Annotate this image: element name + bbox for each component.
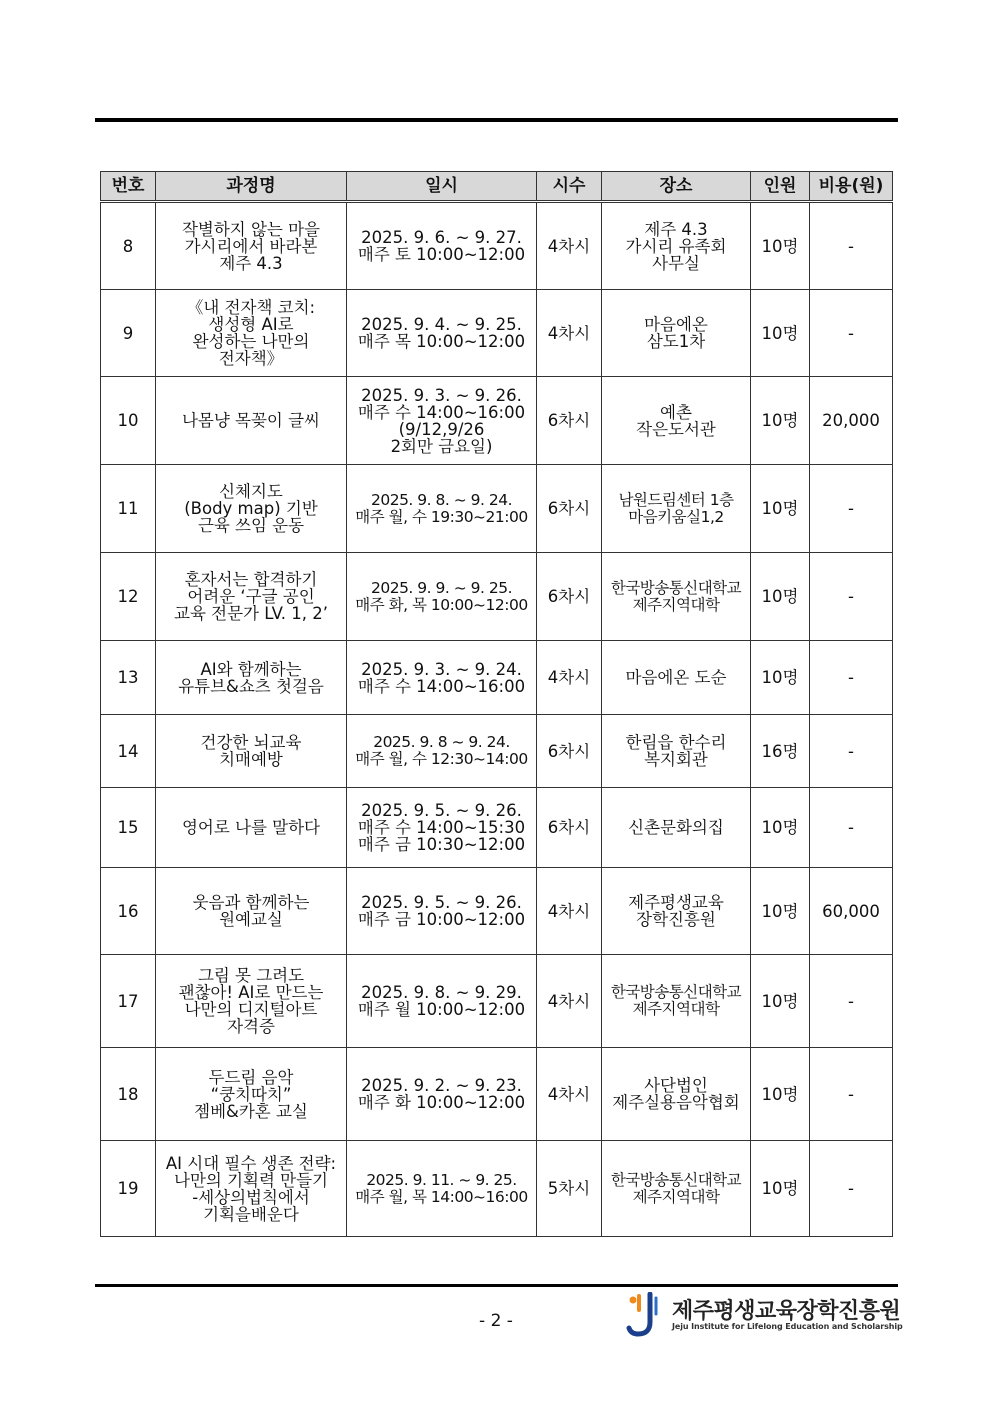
cell-location: 예촌 작은도서관 — [602, 377, 751, 465]
cell-cost: - — [810, 465, 893, 553]
cell-location: 한국방송통신대학교 제주지역대학 — [602, 1141, 751, 1237]
cell-cost: - — [810, 788, 893, 868]
cell-number: 19 — [101, 1141, 156, 1237]
cell-capacity: 10명 — [751, 868, 810, 955]
cell-sessions: 4차시 — [537, 868, 602, 955]
logo-subtitle: Jeju Institute for Lifelong Education and Scholarship — [672, 1322, 903, 1331]
cell-course-name: AI와 함께하는 유튜브&쇼츠 첫걸음 — [156, 641, 347, 715]
cell-datetime: 2025. 9. 8 ~ 9. 24. 매주 월, 수 12:30~14:00 — [347, 715, 537, 788]
cell-location: 신촌문화의집 — [602, 788, 751, 868]
cell-datetime: 2025. 9. 4. ~ 9. 25. 매주 목 10:00~12:00 — [347, 290, 537, 377]
table-row — [101, 1141, 893, 1237]
cell-cost: - — [810, 955, 893, 1048]
cell-number: 13 — [101, 641, 156, 715]
cell-sessions: 6차시 — [537, 715, 602, 788]
cell-course-name: 혼자서는 합격하기 어려운 ‘구글 공인 교육 전문가 LV. 1, 2’ — [156, 553, 347, 641]
cell-number: 12 — [101, 553, 156, 641]
cell-capacity: 10명 — [751, 641, 810, 715]
cell-number: 9 — [101, 290, 156, 377]
cell-sessions: 6차시 — [537, 377, 602, 465]
cell-course-name: 신체지도 (Body map) 기반 근육 쓰임 운동 — [156, 465, 347, 553]
table-row — [101, 868, 893, 955]
cell-number: 8 — [101, 202, 156, 290]
cell-capacity: 10명 — [751, 290, 810, 377]
header-number: 번호 — [101, 172, 156, 202]
cell-datetime: 2025. 9. 5. ~ 9. 26. 매주 수 14:00~15:30 매주 금 10:30~12:00 — [347, 788, 537, 868]
page-number: - 2 - — [479, 1311, 513, 1331]
cell-course-name: 건강한 뇌교육 치매예방 — [156, 715, 347, 788]
cell-number: 15 — [101, 788, 156, 868]
cell-capacity: 16명 — [751, 715, 810, 788]
header-capacity: 인원 — [751, 172, 810, 202]
header-cost: 비용(원) — [810, 172, 893, 202]
table-header-row — [101, 172, 893, 202]
course-schedule-table — [100, 171, 893, 1237]
cell-cost: - — [810, 1141, 893, 1237]
cell-location: 제주 4.3 가시리 유족회 사무실 — [602, 202, 751, 290]
cell-location: 한림읍 한수리 복지회관 — [602, 715, 751, 788]
table-row — [101, 553, 893, 641]
cell-capacity: 10명 — [751, 202, 810, 290]
cell-capacity: 10명 — [751, 955, 810, 1048]
cell-sessions: 4차시 — [537, 202, 602, 290]
cell-datetime: 2025. 9. 8. ~ 9. 24. 매주 월, 수 19:30~21:00 — [347, 465, 537, 553]
cell-number: 10 — [101, 377, 156, 465]
cell-location: 한국방송통신대학교 제주지역대학 — [602, 955, 751, 1048]
cell-capacity: 10명 — [751, 465, 810, 553]
table-row — [101, 955, 893, 1048]
cell-course-name: 나몸냥 목꽂이 글씨 — [156, 377, 347, 465]
cell-number: 18 — [101, 1048, 156, 1141]
cell-location: 사단법인 제주실용음악협회 — [602, 1048, 751, 1141]
table-row — [101, 641, 893, 715]
cell-number: 14 — [101, 715, 156, 788]
cell-course-name: AI 시대 필수 생존 전략: 나만의 기획력 만들기 -세상의법칙에서 기획을배운다 — [156, 1141, 347, 1237]
header-location: 장소 — [602, 172, 751, 202]
cell-datetime: 2025. 9. 11. ~ 9. 25. 매주 월, 목 14:00~16:00 — [347, 1141, 537, 1237]
table-row — [101, 788, 893, 868]
cell-sessions: 6차시 — [537, 553, 602, 641]
cell-sessions: 4차시 — [537, 1048, 602, 1141]
cell-number: 16 — [101, 868, 156, 955]
cell-datetime: 2025. 9. 3. ~ 9. 24. 매주 수 14:00~16:00 — [347, 641, 537, 715]
cell-cost: - — [810, 290, 893, 377]
jeju-institute-logo-icon — [626, 1292, 666, 1338]
cell-datetime: 2025. 9. 3. ~ 9. 26. 매주 수 14:00~16:00 (9/12,9/26 2회만 금요일) — [347, 377, 537, 465]
cell-course-name: 그림 못 그려도 괜찮아! AI로 만드는 나만의 디지털아트 자격증 — [156, 955, 347, 1048]
cell-capacity: 10명 — [751, 377, 810, 465]
cell-location: 마음에온 삼도1차 — [602, 290, 751, 377]
institute-logo — [626, 1292, 903, 1340]
cell-sessions: 6차시 — [537, 788, 602, 868]
cell-datetime: 2025. 9. 6. ~ 9. 27. 매주 토 10:00~12:00 — [347, 202, 537, 290]
cell-sessions: 5차시 — [537, 1141, 602, 1237]
cell-cost: 60,000 — [810, 868, 893, 955]
top-divider — [95, 118, 898, 122]
cell-datetime: 2025. 9. 5. ~ 9. 26. 매주 금 10:00~12:00 — [347, 868, 537, 955]
logo-title: 제주평생교육장학진흥원 — [672, 1299, 901, 1324]
table-row — [101, 715, 893, 788]
cell-number: 11 — [101, 465, 156, 553]
cell-datetime: 2025. 9. 9. ~ 9. 25. 매주 화, 목 10:00~12:00 — [347, 553, 537, 641]
cell-location: 제주평생교육 장학진흥원 — [602, 868, 751, 955]
cell-capacity: 10명 — [751, 1048, 810, 1141]
cell-capacity: 10명 — [751, 788, 810, 868]
bottom-divider — [95, 1284, 898, 1287]
cell-course-name: 《내 전자책 코치: 생성형 AI로 완성하는 나만의 전자책》 — [156, 290, 347, 377]
cell-sessions: 6차시 — [537, 465, 602, 553]
cell-location: 마음에온 도순 — [602, 641, 751, 715]
header-course-name: 과정명 — [156, 172, 347, 202]
cell-cost: - — [810, 202, 893, 290]
cell-location: 한국방송통신대학교 제주지역대학 — [602, 553, 751, 641]
cell-capacity: 10명 — [751, 1141, 810, 1237]
cell-cost: - — [810, 553, 893, 641]
cell-cost: 20,000 — [810, 377, 893, 465]
cell-sessions: 4차시 — [537, 641, 602, 715]
cell-course-name: 작별하지 않는 마을 가시리에서 바라본 제주 4.3 — [156, 202, 347, 290]
cell-course-name: 두드림 음악 “쿵치따치” 젬베&카혼 교실 — [156, 1048, 347, 1141]
cell-cost: - — [810, 1048, 893, 1141]
cell-cost: - — [810, 715, 893, 788]
table-row — [101, 290, 893, 377]
cell-course-name: 웃음과 함께하는 원예교실 — [156, 868, 347, 955]
cell-sessions: 4차시 — [537, 290, 602, 377]
header-sessions: 시수 — [537, 172, 602, 202]
cell-datetime: 2025. 9. 2. ~ 9. 23. 매주 화 10:00~12:00 — [347, 1048, 537, 1141]
table-row — [101, 377, 893, 465]
cell-cost: - — [810, 641, 893, 715]
table-row — [101, 202, 893, 290]
cell-sessions: 4차시 — [537, 955, 602, 1048]
table-row — [101, 465, 893, 553]
cell-course-name: 영어로 나를 말하다 — [156, 788, 347, 868]
table-row — [101, 1048, 893, 1141]
cell-datetime: 2025. 9. 8. ~ 9. 29. 매주 월 10:00~12:00 — [347, 955, 537, 1048]
cell-number: 17 — [101, 955, 156, 1048]
header-datetime: 일시 — [347, 172, 537, 202]
cell-location: 남원드림센터 1층 마음키움실1,2 — [602, 465, 751, 553]
cell-capacity: 10명 — [751, 553, 810, 641]
